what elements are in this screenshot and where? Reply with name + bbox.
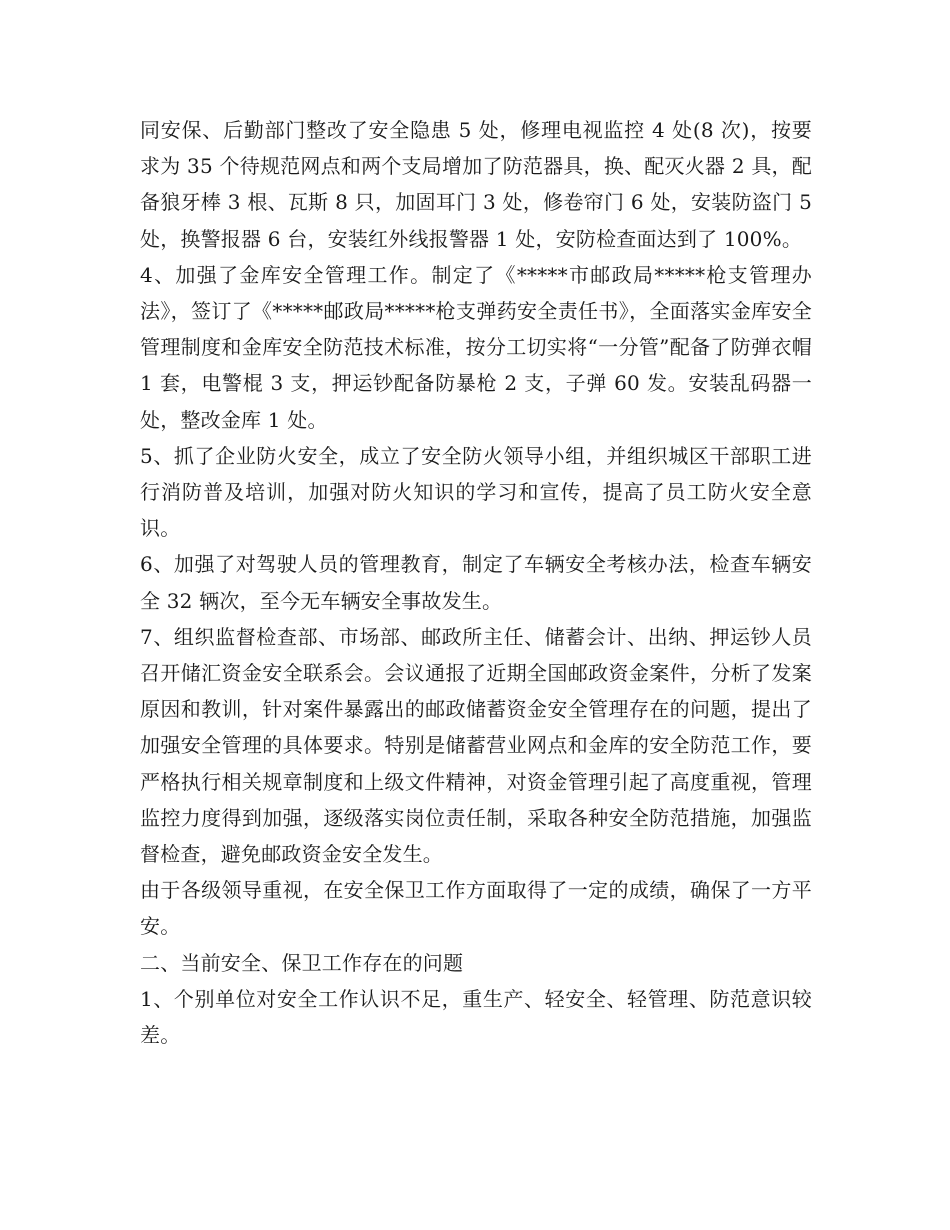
paragraph-vault-management: 4、加强了金库安全管理工作。制定了《*****市邮政局*****枪支管理办法》，签订了《*****邮政局*****枪支弹药安全责任书》，全面落实金库安全管理制度和金库安全防范技术标准，按分工切实将“一分管”配备了防弹衣帽 1 套，电警棍 3 支，押运钞配备防暴枪 2 支，子弹 60 发。安装乱码器一处，整改金库 1 处。 [140, 262, 812, 432]
paragraph-fire-safety: 5、抓了企业防火安全，成立了安全防火领导小组，并组织城区干部职工进行消防普及培训，加强对防火知识的学习和宣传，提高了员工防火安全意识。 [140, 443, 812, 541]
paragraph-driver-education: 6、加强了对驾驶人员的管理教育，制定了车辆安全考核办法，检查车辆安全 32 辆次，至今无车辆安全事故发生。 [140, 552, 812, 613]
paragraph-security-fixes: 同安保、后勤部门整改了安全隐患 5 处，修理电视监控 4 处(8 次)，按要求为 35 个待规范网点和两个支局增加了防范器具，换、配灭火器 2 具，配备狼牙棒 3 根、瓦斯 8 只，加固耳门 3 处，修卷帘门 6 处，安装防盗门 5 处，换警报器 6 台，安装红外线报警器 1 处，安防检查面达到了 100%。 [140, 118, 812, 251]
document-body [140, 112, 812, 1053]
paragraph-fund-safety-meeting: 7、组织监督检查部、市场部、邮政所主任、储蓄会计、出纳、押运钞人员召开储汇资金安全联系会。会议通报了近期全国邮政资金案件，分析了发案原因和教训，针对案件暴露出的邮政储蓄资金安全管理存在的问题，提出了加强安全管理的具体要求。特别是储蓄营业网点和金库的安全防范工作，要严格执行相关规章制度和上级文件精神，对资金管理引起了高度重视，管理监控力度得到加强，逐级落实岗位责任制，采取各种安全防范措施，加强监督检查，避免邮政资金安全发生。 [140, 624, 812, 867]
paragraph-problem-1: 1、个别单位对安全工作认识不足，重生产、轻安全、轻管理、防范意识较差。 [140, 986, 812, 1048]
section-heading-problems: 二、当前安全、保卫工作存在的问题 [140, 950, 464, 975]
paragraph-summary: 由于各级领导重视，在安全保卫工作方面取得了一定的成绩，确保了一方平安。 [140, 878, 812, 939]
